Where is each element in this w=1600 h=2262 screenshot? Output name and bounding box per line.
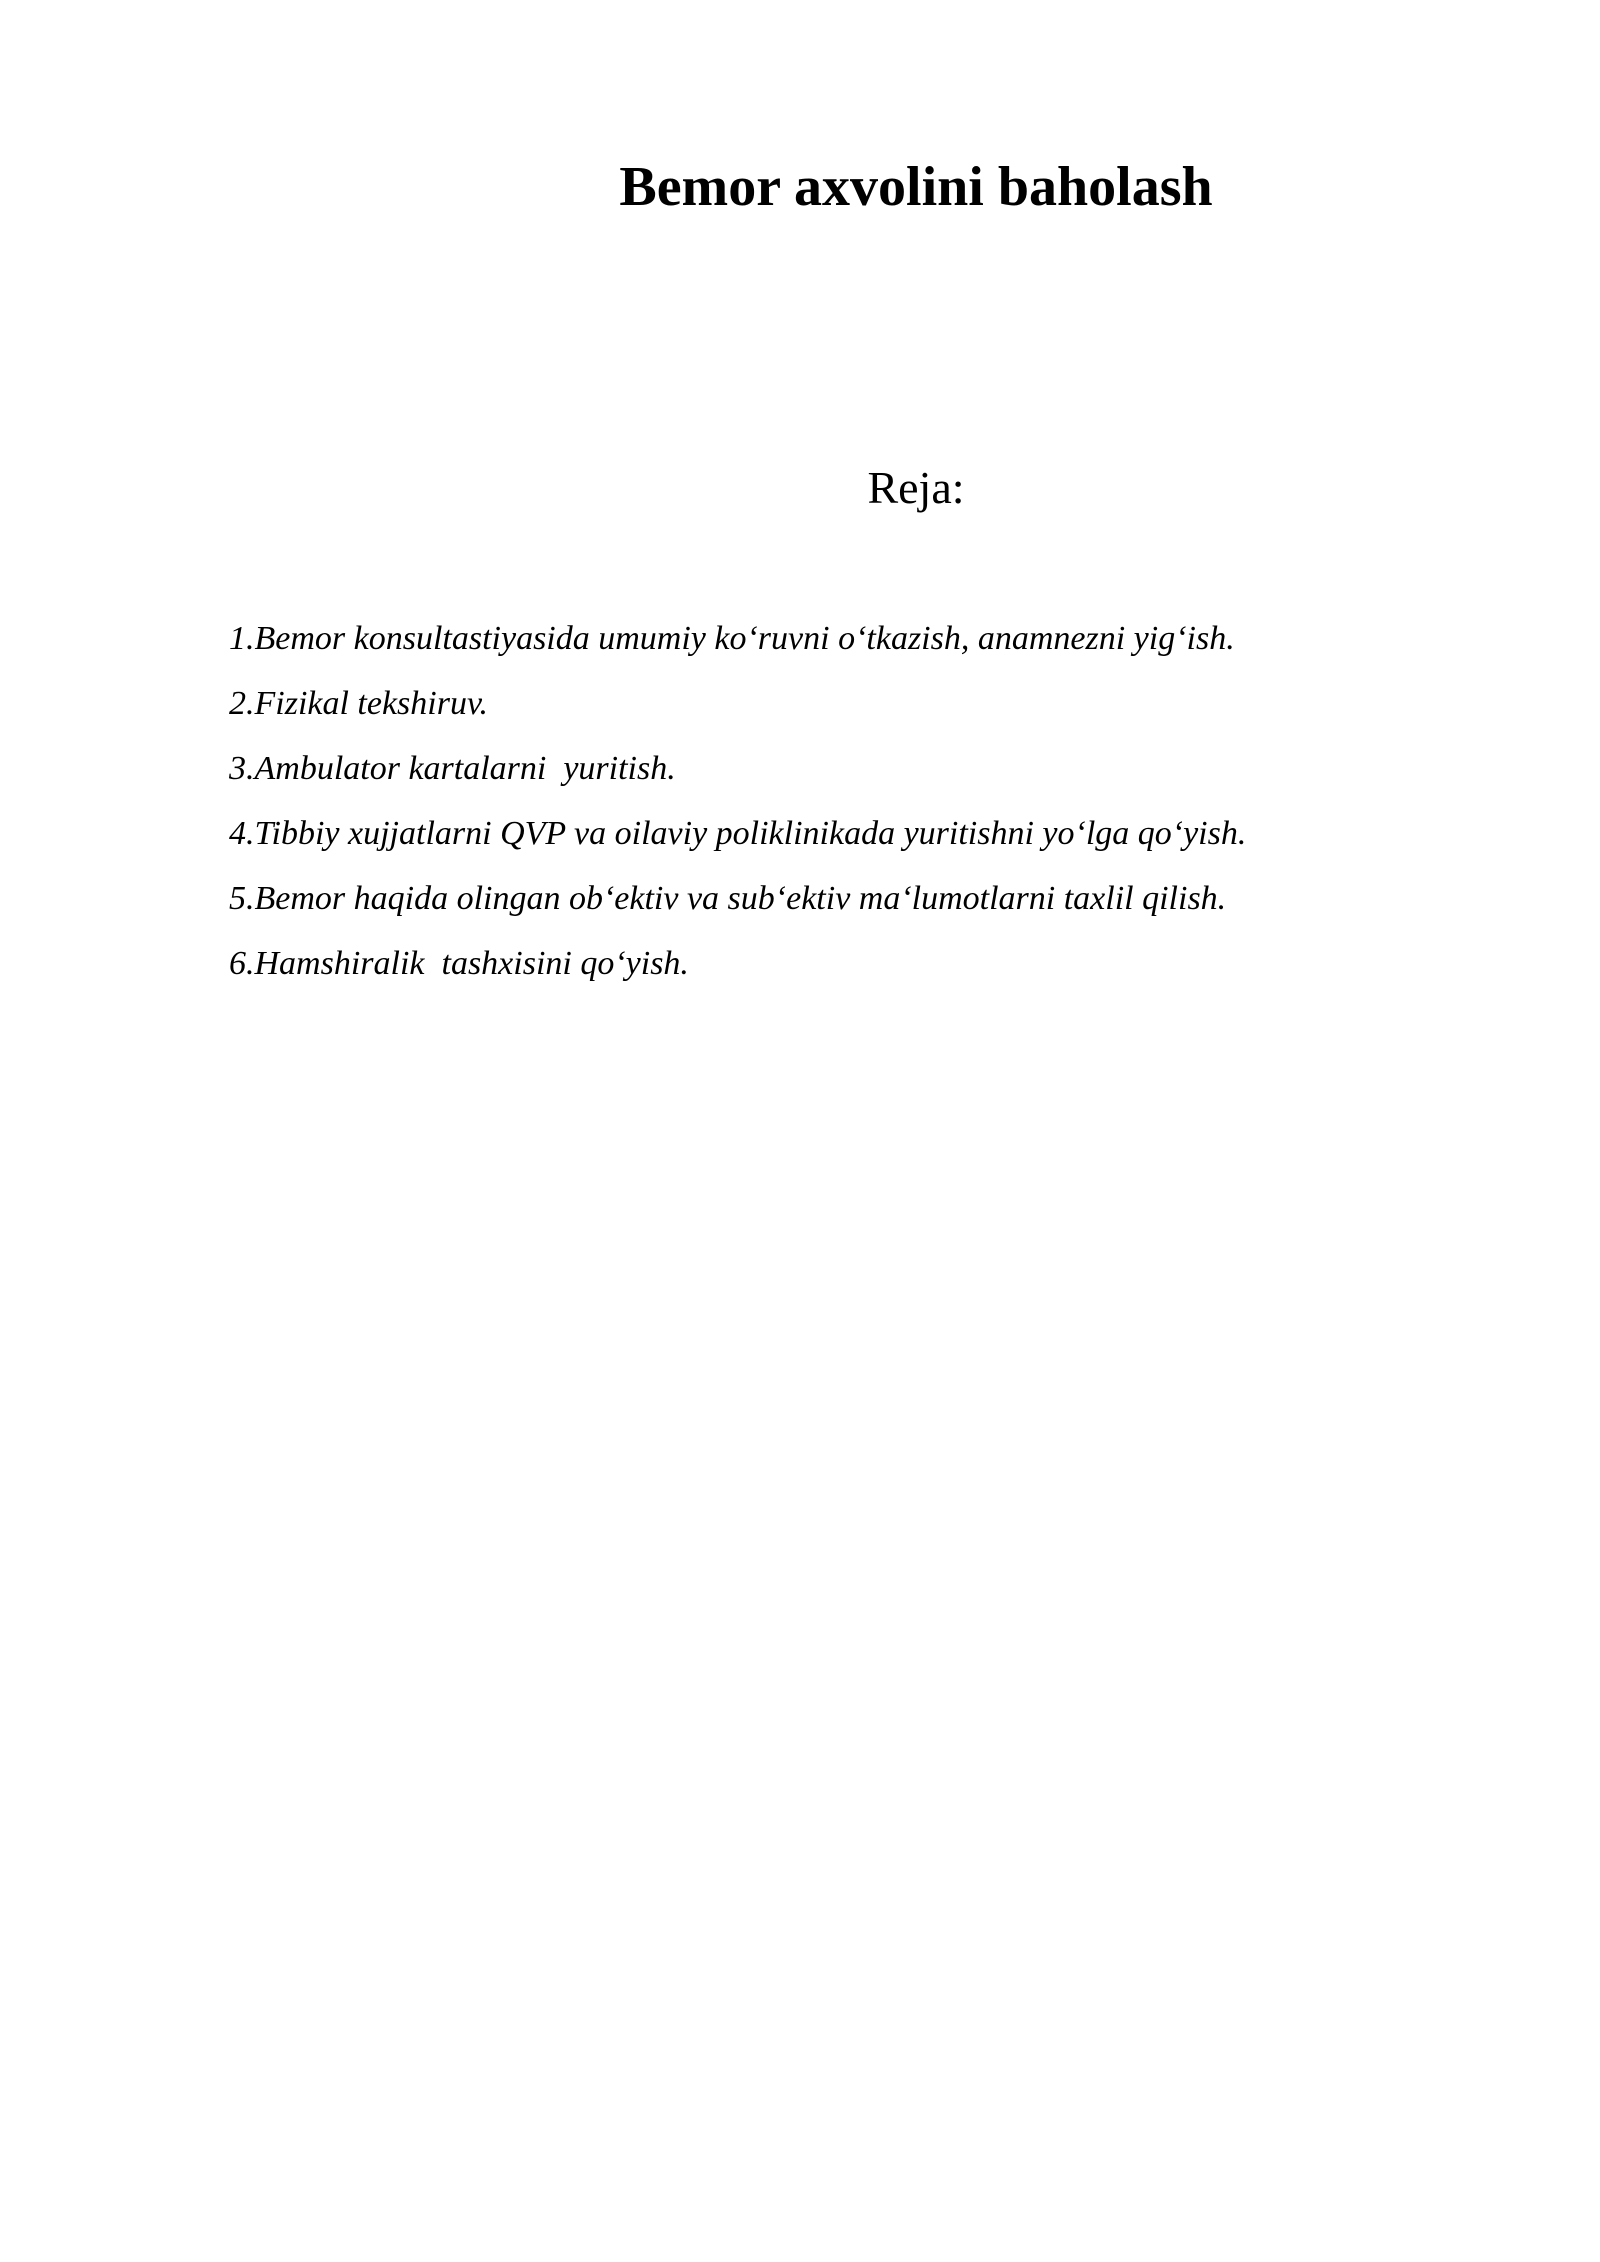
plan-item: 1.Bemor konsultastiyasida umumiy ko‘ruvni o‘tkazish, anamnezni yig‘ish. [229,620,1235,657]
plan-item: 4.Tibbiy xujjatlarni QVP va oilaviy poliklinikada yuritishni yo‘lga qo‘yish. [229,815,1247,852]
plan-heading: Reja: [867,462,965,513]
page-title: Bemor axvolini baholash [619,156,1213,218]
plan-item: 2.Fizikal tekshiruv. [229,685,489,722]
plan-item: 3.Ambulator kartalarni yuritish. [229,750,676,787]
plan-item: 6.Hamshiralik tashxisini qo‘yish. [229,945,689,982]
plan-list [229,606,1529,996]
plan-item: 5.Bemor haqida olingan ob‘ektiv va sub‘ektiv ma‘lumotlarni taxlil qilish. [229,880,1227,917]
